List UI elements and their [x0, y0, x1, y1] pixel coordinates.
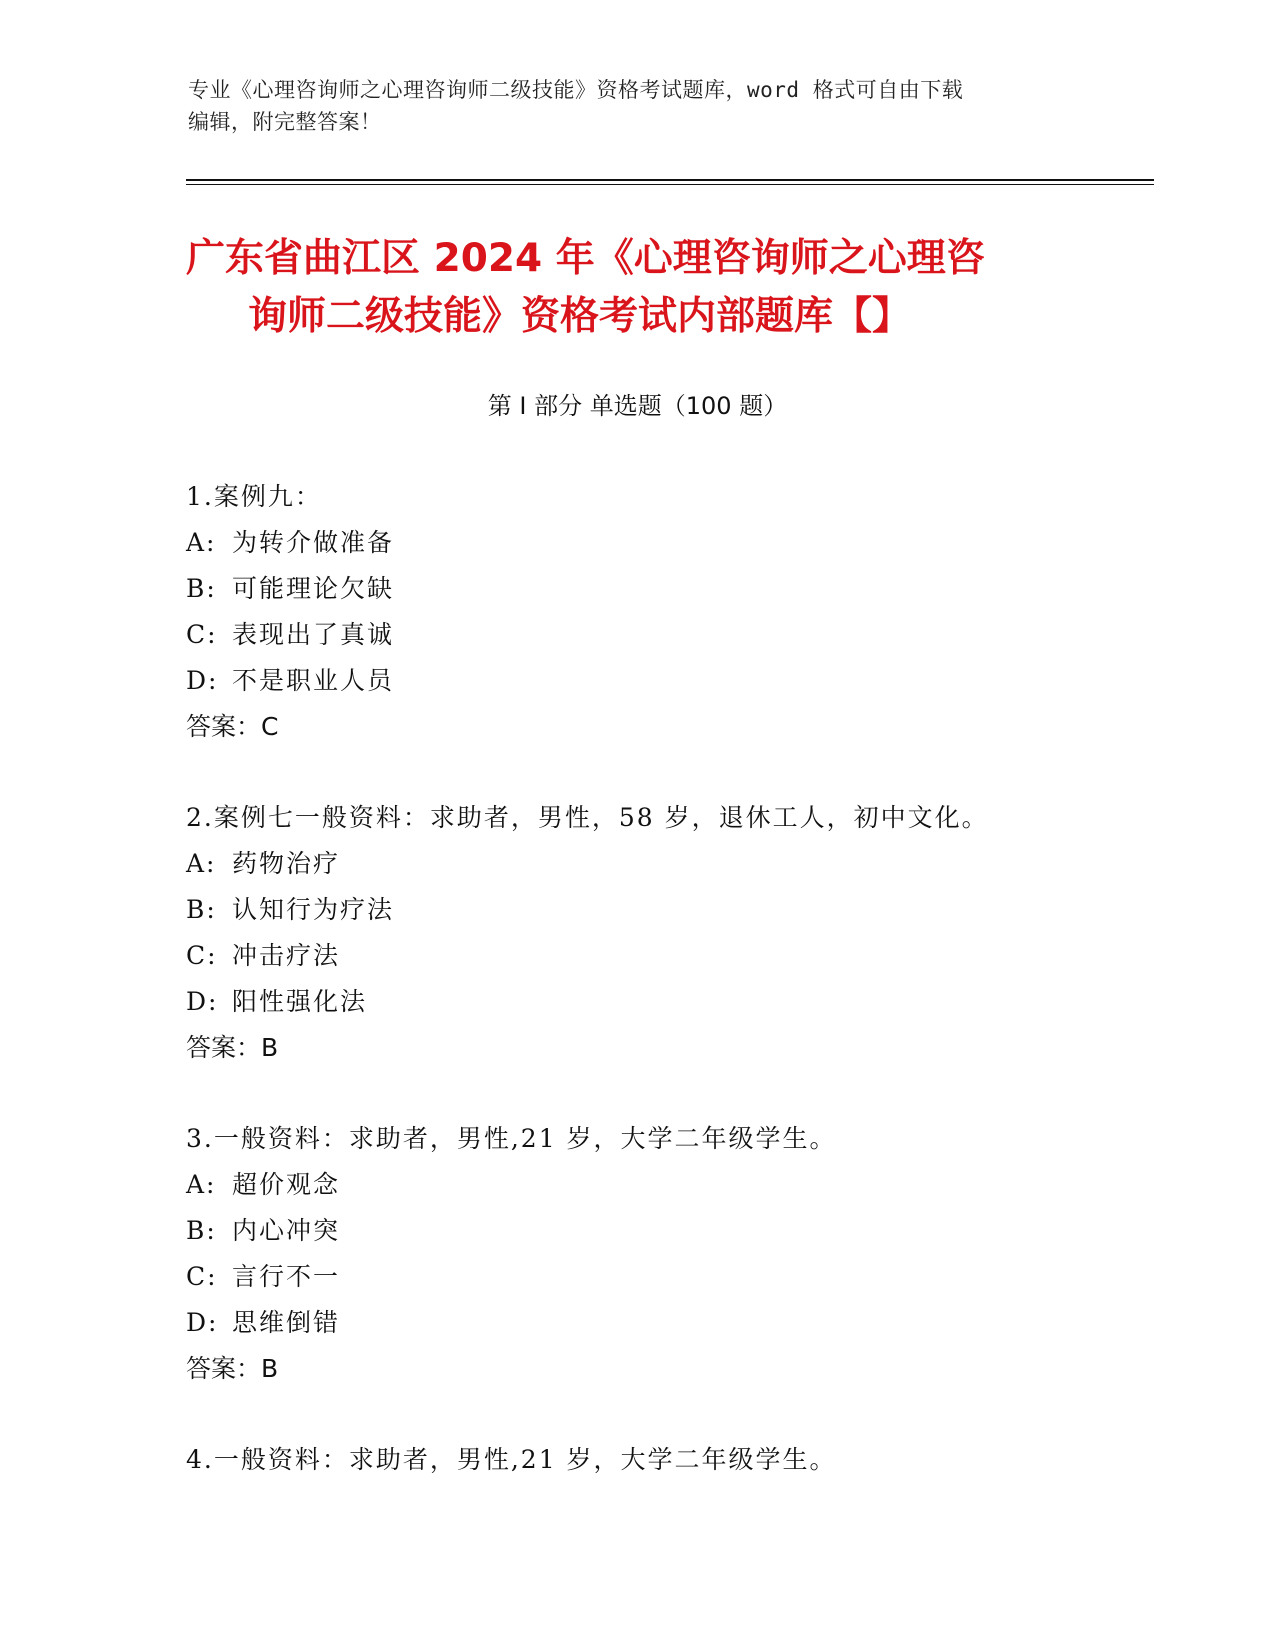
header-line-1: 专业《心理咨询师之心理咨询师二级技能》资格考试题库，word 格式可自由下载 [188, 78, 964, 102]
option-d [186, 658, 1136, 704]
option-text: 认知行为疗法 [232, 895, 395, 924]
section-title: 第 I 部分 单选题（100 题） [487, 392, 788, 420]
option-letter: A: [186, 849, 217, 878]
option-letter: C: [186, 1262, 218, 1291]
title-line-2: 询师二级技能》资格考试内部题库【】 [248, 294, 912, 339]
option-letter: D: [186, 666, 219, 695]
option-text: 思维倒错 [232, 1308, 341, 1337]
option-b [186, 887, 1136, 933]
header-rule-thick [186, 179, 1154, 181]
question-1 [186, 474, 1136, 750]
answer-line: 答案：C [186, 712, 279, 741]
option-c [186, 612, 1136, 658]
answer-line: 答案：B [186, 1033, 279, 1062]
option-a [186, 520, 1136, 566]
option-letter: A: [186, 528, 217, 557]
document-header-note [188, 74, 1088, 138]
header-line-2: 编辑，附完整答案！ [188, 110, 382, 134]
option-letter: B: [186, 895, 217, 924]
option-text: 冲击疗法 [232, 941, 341, 970]
option-letter: D: [186, 1308, 219, 1337]
option-letter: B: [186, 1216, 217, 1245]
title-line-1: 广东省曲江区 2024 年《心理咨询师之心理咨 [186, 236, 985, 281]
option-letter: B: [186, 574, 217, 603]
option-b [186, 566, 1136, 612]
document-title [186, 230, 1086, 346]
question-stem: 1.案例九： [186, 482, 322, 511]
answer-line: 答案：B [186, 1354, 279, 1383]
option-c [186, 1254, 1136, 1300]
question-stem: 2.案例七一般资料：求助者，男性，58 岁，退休工人，初中文化。 [186, 803, 989, 832]
question-list [186, 474, 1136, 1528]
question-4 [186, 1437, 1136, 1483]
option-text: 言行不一 [232, 1262, 341, 1291]
option-text: 阳性强化法 [232, 987, 368, 1016]
option-text: 药物治疗 [232, 849, 341, 878]
option-text: 内心冲突 [232, 1216, 341, 1245]
question-3 [186, 1116, 1136, 1392]
option-a [186, 841, 1136, 887]
option-text: 为转介做准备 [232, 528, 395, 557]
option-b [186, 1208, 1136, 1254]
option-letter: D: [186, 987, 219, 1016]
option-a [186, 1162, 1136, 1208]
option-text: 超价观念 [232, 1170, 341, 1199]
question-stem: 4.一般资料：求助者，男性,21 岁，大学二年级学生。 [186, 1445, 837, 1474]
question-2 [186, 795, 1136, 1071]
option-d [186, 1300, 1136, 1346]
option-text: 表现出了真诚 [232, 620, 395, 649]
option-letter: C: [186, 620, 218, 649]
option-text: 不是职业人员 [232, 666, 395, 695]
option-letter: A: [186, 1170, 217, 1199]
question-stem: 3.一般资料：求助者，男性,21 岁，大学二年级学生。 [186, 1124, 837, 1153]
header-rule-thin [186, 184, 1154, 185]
option-d [186, 979, 1136, 1025]
option-text: 可能理论欠缺 [232, 574, 395, 603]
option-letter: C: [186, 941, 218, 970]
option-c [186, 933, 1136, 979]
